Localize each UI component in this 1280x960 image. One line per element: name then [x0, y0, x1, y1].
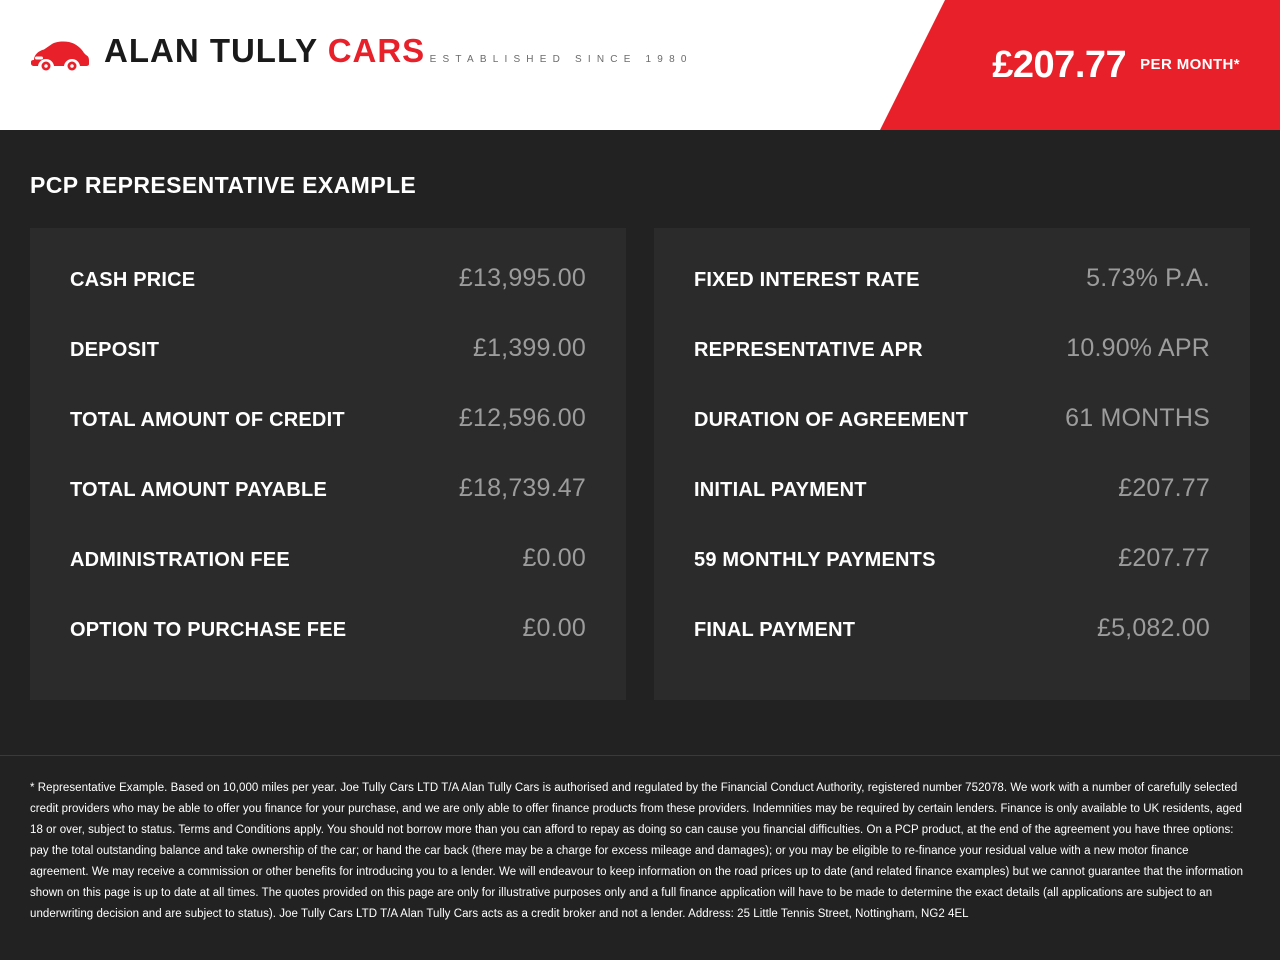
- table-row: [70, 474, 586, 544]
- row-label: CASH PRICE: [70, 269, 196, 291]
- price-period: PER MONTH*: [1140, 55, 1240, 73]
- page-footer: [0, 755, 1280, 960]
- row-value: 5.73% P.A.: [1086, 264, 1210, 292]
- row-value: £0.00: [522, 544, 586, 572]
- finance-panel-left: [30, 228, 626, 700]
- finance-panel-right: [654, 228, 1250, 700]
- brand-name-accent: CARS: [327, 32, 426, 69]
- brand-text: [104, 34, 693, 67]
- table-row: [70, 404, 586, 474]
- table-row: [70, 334, 586, 404]
- brand-wordmark: [104, 32, 425, 69]
- row-value: £5,082.00: [1096, 614, 1210, 642]
- row-label: TOTAL AMOUNT OF CREDIT: [70, 409, 345, 431]
- row-value: 61 MONTHS: [1065, 404, 1210, 432]
- table-row: [70, 264, 586, 334]
- brand-logo[interactable]: [30, 34, 693, 72]
- main-content: [0, 130, 1280, 755]
- row-value: £0.00: [522, 614, 586, 642]
- page-header: [0, 0, 1280, 130]
- row-value: £1,399.00: [472, 334, 586, 362]
- row-label: TOTAL AMOUNT PAYABLE: [70, 479, 327, 501]
- monthly-price-badge: [880, 0, 1280, 130]
- page-title: PCP REPRESENTATIVE EXAMPLE: [30, 172, 417, 198]
- row-label: FIXED INTEREST RATE: [694, 269, 920, 291]
- table-row: [694, 544, 1210, 614]
- table-row: [694, 334, 1210, 404]
- table-row: [70, 544, 586, 614]
- row-label: 59 MONTHLY PAYMENTS: [694, 549, 936, 571]
- row-value: £18,739.47: [458, 474, 586, 502]
- row-label: OPTION TO PURCHASE FEE: [70, 619, 347, 641]
- table-row: [70, 614, 586, 684]
- disclaimer-text: * Representative Example. Based on 10,000 miles per year. Joe Tully Cars LTD T/A Alan Tully Cars is authorised and regulated by the Financial Conduct Authority, registered number 752078. We work with a number of carefully selected credit providers who may be able to offer you finance for your purchase, and we are only able to offer finance products from these providers. Indemnities may be required by certain lenders. Finance is only available to UK residents, aged 18 or over, subject to status. Terms and Conditions apply. You should not borrow more than you can afford to repay as doing so can cause you financial difficulties. On a PCP product, at the end of the agreement you have three options: pay the total outstanding balance and take ownership of the car; or hand the car back (there may be a charge for excess mileage and damages); or you may be eligible to re-finance your residual value with a new motor finance agreement. We may receive a commission or other benefits for introducing you to a lender. We will endeavour to keep information on the road prices up to date (and related finance examples) but we cannot guarantee that the information shown on this page is up to date at all times. The quotes provided on this page are only for illustrative purposes only and a full finance application will have to be made to determine the exact details (all applications are subject to an underwriting decision and are subject to status). Joe Tully Cars LTD T/A Alan Tully Cars acts as a credit broker and not a lender. Address: 25 Little Tennis Street, Nottingham, NG2 4EL: [30, 782, 1244, 920]
- finance-details-panels: [30, 228, 1250, 700]
- brand-tagline: ESTABLISHED SINCE 1980: [429, 54, 693, 65]
- row-label: DURATION OF AGREEMENT: [694, 409, 969, 431]
- row-value: 10.90% APR: [1066, 334, 1210, 362]
- table-row: [694, 614, 1210, 684]
- brand-name-primary: ALAN TULLY: [104, 32, 328, 69]
- table-row: [694, 264, 1210, 334]
- table-row: [694, 404, 1210, 474]
- row-label: DEPOSIT: [70, 339, 160, 361]
- car-icon: [30, 38, 90, 72]
- row-label: INITIAL PAYMENT: [694, 479, 867, 501]
- row-label: FINAL PAYMENT: [694, 619, 856, 641]
- row-value: £207.77: [1118, 544, 1210, 572]
- row-value: £207.77: [1118, 474, 1210, 502]
- price-amount: £207.77: [992, 44, 1127, 86]
- row-label: ADMINISTRATION FEE: [70, 549, 290, 571]
- row-value: £13,995.00: [458, 264, 586, 292]
- row-value: £12,596.00: [458, 404, 586, 432]
- row-label: REPRESENTATIVE APR: [694, 339, 923, 361]
- table-row: [694, 474, 1210, 544]
